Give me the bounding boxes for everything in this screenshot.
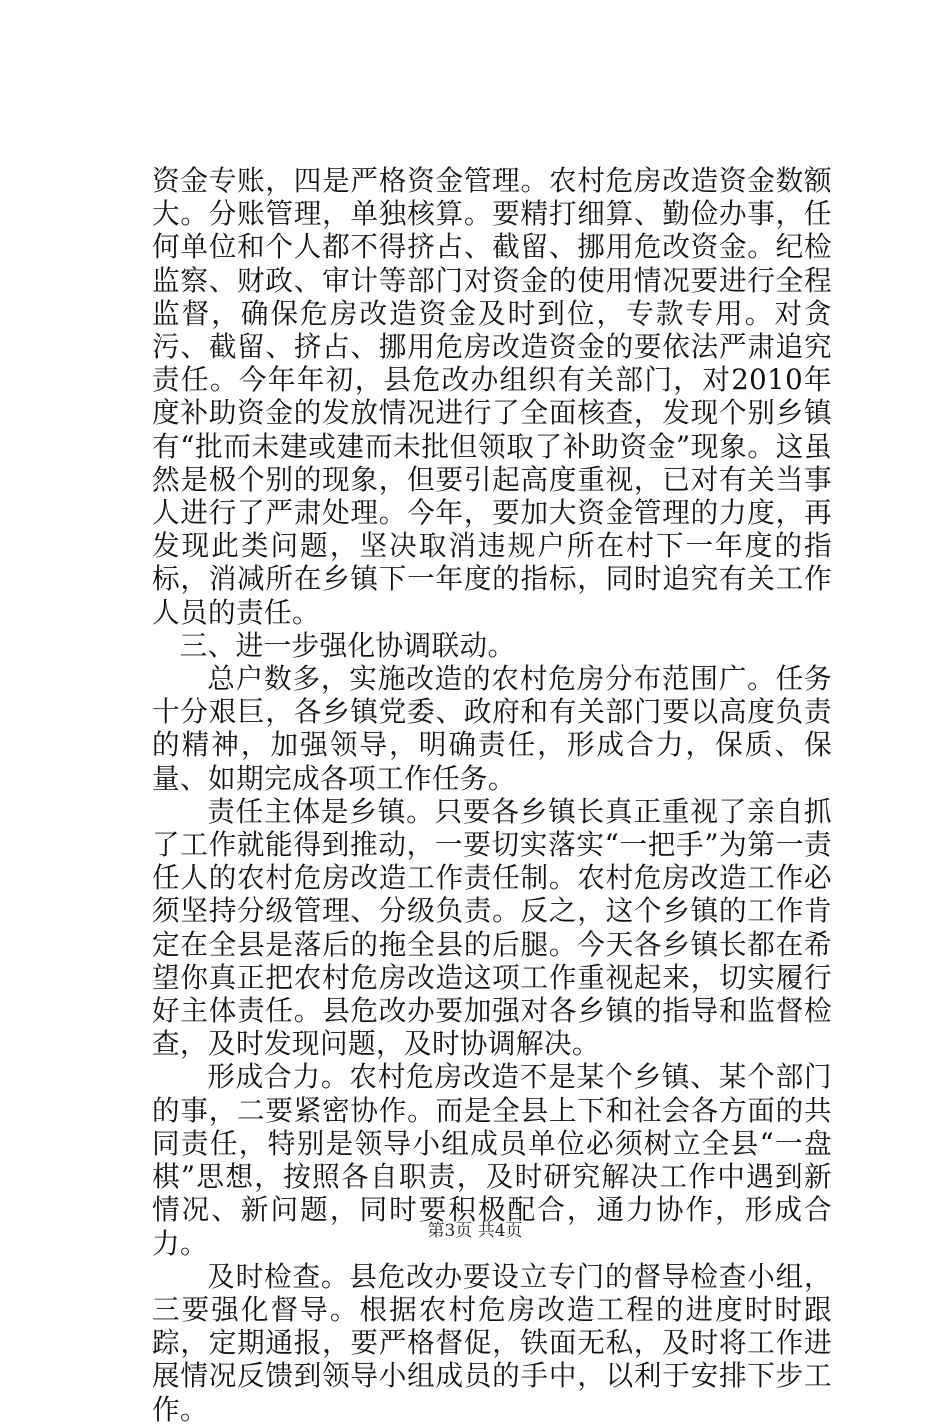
page-number-footer: 第3页 共4页 [427,1221,523,1241]
paragraph-supervision: 及时检查。县危改办要设立专门的督导检查小组，三要强化督导。根据农村危房改造工程的进度时时跟踪，定期通报，要严格督促，铁面无私，及时将工作进展情况反馈到领导小组成员的手中，以利于安排下步工作。 [152,1259,832,1426]
section-heading-3: 三、进一步强化协调联动。 [179,628,516,662]
paragraph-cooperation: 形成合力。农村危房改造不是某个乡镇、某个部门的事，二要紧密协作。而是全县上下和社会各方面的共同责任，特别是领导小组成员单位必须树立全县“一盘棋”思想，按照各自职责，及时研究解决工作中遇到新情况、新问题，同时要积极配合，通力协作，形成合力。 [152,1060,832,1260]
paragraph-responsibility: 责任主体是乡镇。只要各乡镇长真正重视了亲自抓了工作就能得到推动，一要切实落实“一把手”为第一责任人的农村危房改造工作责任制。农村危房改造工作必须坚持分级管理、分级负责。反之，这个乡镇的工作肯定在全县是落后的拖全县的后腿。今天各乡镇长都在希望你真正把农村危房改造这项工作重视起来，切实履行好主体责任。县危改办要加强对各乡镇的指导和监督检查，及时发现问题，及时协调解决。 [152,794,832,1061]
paragraph-funds-management: 资金专账，四是严格资金管理。农村危房改造资金数额大。分账管理，单独核算。要精打细算、勤俭办事，任何单位和个人都不得挤占、截留、挪用危改资金。纪检监察、财政、审计等部门对资金的使用情况要进行全程监督，确保危房改造资金及时到位，专款专用。对贪污、截留、挤占、挪用危房改造资金的要依法严肃追究责任。今年年初，县危改办组织有关部门，对2010年度补助资金的发放情况进行了全面核查，发现个别乡镇有“批而未建或建而未批但领取了补助资金”现象。这虽然是极个别的现象，但要引起高度重视，已对有关当事人进行了严肃处理。今年，要加大资金管理的力度，再发现此类问题，坚决取消违规户所在村下一年度的指标，消减所在乡镇下一年度的指标，同时追究有关工作人员的责任。 [152,164,832,629]
paragraph-task-overview: 总户数多，实施改造的农村危房分布范围广。任务十分艰巨，各乡镇党委、政府和有关部门要以高度负责的精神，加强领导，明确责任，形成合力，保质、保量、如期完成各项工作任务。 [152,662,832,795]
